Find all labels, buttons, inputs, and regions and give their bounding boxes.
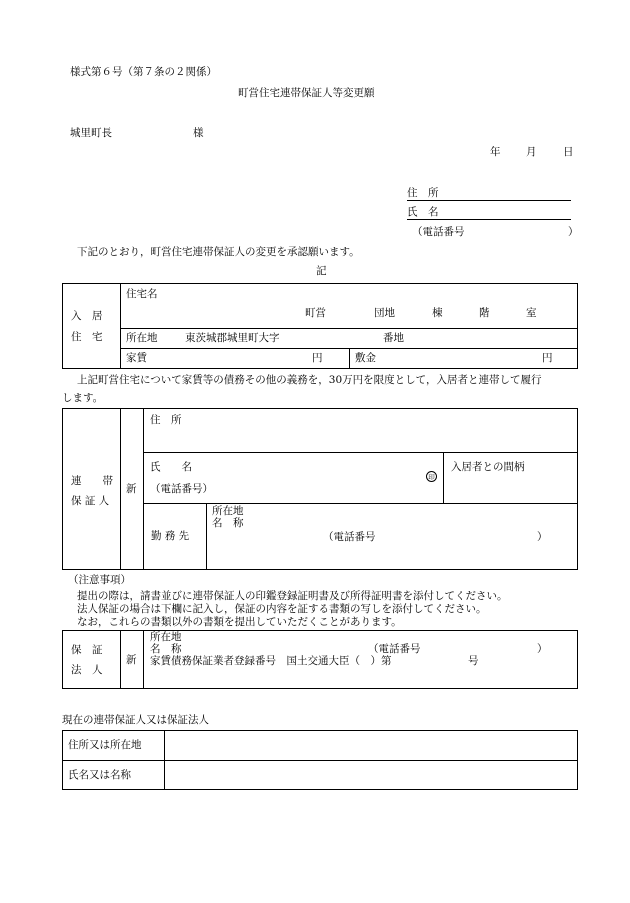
document-title: 町営住宅連帯保証人等変更願 [238, 87, 375, 99]
guarantor-phone-label: （電話番号） [150, 483, 213, 495]
housing-town: 町営 [305, 307, 326, 319]
notes-line-3: なお，これらの書類以外の書類を提出していただくことがあります。 [77, 616, 402, 628]
guarantor-table [62, 408, 578, 570]
housing-mune: 棟 [432, 307, 443, 319]
deposit-yen: 円 [542, 352, 553, 364]
rent-label: 家賃 [126, 352, 147, 364]
notes-line-2: 法人保証の場合は下欄に記入し，保証の内容を証する書類の写しを添付してください。 [77, 603, 487, 615]
workplace-location-label: 所在地 [212, 505, 244, 517]
relation-label: 入居者との間柄 [451, 461, 525, 473]
deposit-label: 敷金 [355, 352, 376, 364]
corporate-label-1: 保 証 [71, 644, 103, 656]
registration-label: 家賃債務保証業者登録番号 国土交通大臣（ ）第 [150, 655, 392, 667]
guarantor-label-1: 連 帯 [71, 475, 113, 487]
workplace-name-label: 名 称 [212, 517, 244, 529]
current-name-label: 氏名又は名称 [68, 769, 131, 781]
notes-line-1: 提出の際は，請書並びに連帯保証人の印鑑登録証明書及び所得証明書を添付してください。 [77, 590, 508, 602]
corporate-label-2: 法 人 [71, 664, 103, 676]
guarantee-text-2: します。 [62, 392, 104, 404]
guarantor-new-label: 新 [126, 483, 137, 495]
workplace-phone-label: （電話番号 [323, 531, 376, 543]
seal-mark: 印 [426, 471, 437, 482]
ki-label: 記 [316, 265, 327, 277]
applicant-address-line[interactable] [407, 200, 571, 201]
location-label: 所在地 [126, 332, 158, 344]
applicant-phone-label: （電話番号 [412, 226, 465, 238]
rent-yen: 円 [312, 352, 323, 364]
guarantee-text-1: 上記町営住宅について家賃等の債務その他の義務を，30万円を限度として，入居者と連帯して履行 [77, 374, 542, 386]
addressee: 城里町長 [70, 127, 112, 139]
location-value: 東茨城郡城里町大字 [185, 332, 280, 344]
guarantor-name-label: 氏 名 [150, 461, 192, 473]
applicant-name-line[interactable] [407, 219, 571, 220]
notes-heading: （注意事項） [68, 574, 131, 586]
guarantor-label-2: 保 証 人 [71, 495, 110, 507]
intro-text: 下記のとおり，町営住宅連帯保証人の変更を承認願います。 [77, 246, 360, 258]
corporate-name-label: 名 称 [150, 643, 182, 655]
housing-name-label: 住宅名 [126, 288, 158, 300]
housing-danchi: 団地 [374, 307, 395, 319]
housing-shitsu: 室 [526, 307, 537, 319]
date-month-label: 月 [526, 146, 537, 158]
applicant-address-label: 住 所 [407, 187, 439, 199]
housing-kai: 階 [479, 307, 490, 319]
form-number: 様式第６号（第７条の２関係） [70, 66, 217, 78]
registration-number-suffix: 号 [468, 655, 479, 667]
applicant-phone-close: ） [568, 226, 579, 238]
addressee-honorific: 様 [193, 127, 204, 139]
corporate-new-label: 新 [126, 654, 137, 666]
location-banchi: 番地 [383, 332, 404, 344]
corporate-location-label: 所在地 [150, 631, 182, 643]
applicant-name-label: 氏 名 [407, 206, 439, 218]
corporate-phone-label: （電話番号 [368, 643, 421, 655]
current-address-label: 住所又は所在地 [68, 739, 142, 751]
workplace-phone-close: ） [537, 531, 548, 543]
date-year-label: 年 [490, 146, 501, 158]
current-heading: 現在の連帯保証人又は保証法人 [62, 714, 209, 726]
guarantor-address-label: 住 所 [150, 414, 182, 426]
residence-label-2: 住 宅 [71, 331, 103, 343]
date-day-label: 日 [563, 146, 574, 158]
workplace-label: 勤 務 先 [151, 530, 190, 542]
residence-label-1: 入 居 [71, 310, 103, 322]
corporate-phone-close: ） [537, 643, 548, 655]
